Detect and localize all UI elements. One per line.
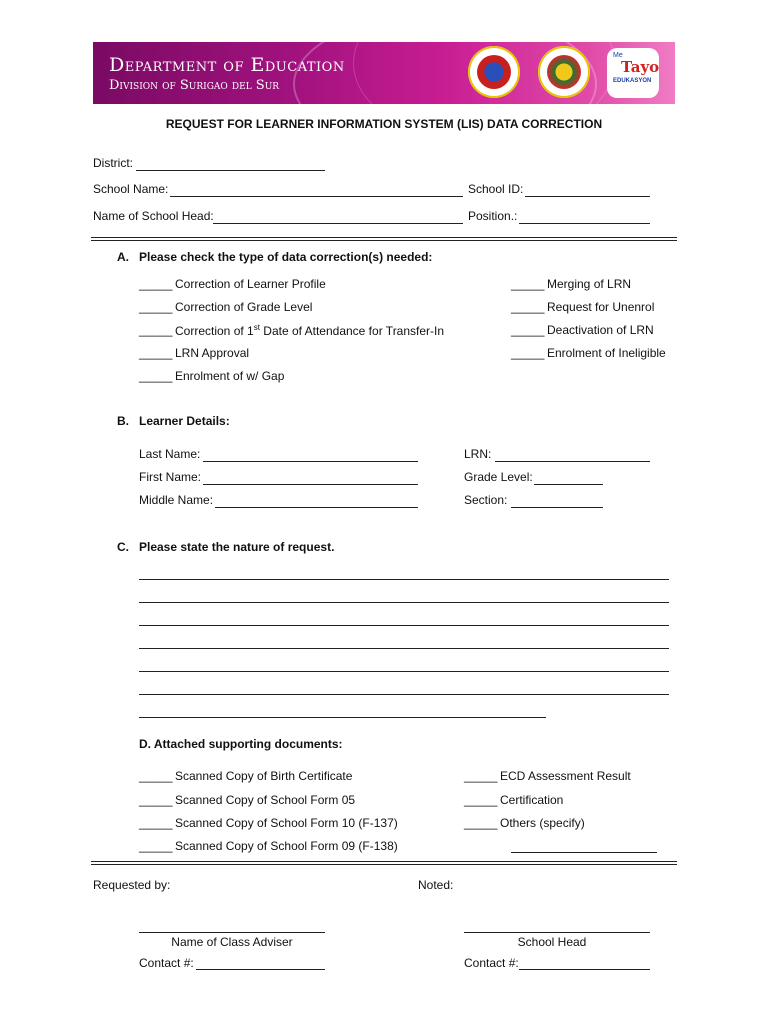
checkbox-blank[interactable]: _____ — [139, 323, 173, 337]
request-line[interactable] — [139, 579, 669, 580]
noted-label: Noted: — [418, 878, 454, 892]
checkbox-blank[interactable]: _____ — [511, 300, 545, 314]
school-head-label: Name of School Head: — [93, 209, 214, 223]
lrn-label: LRN: — [464, 447, 492, 461]
request-line[interactable] — [139, 717, 546, 718]
department-title: Department of Education — [109, 54, 345, 76]
middle-name-label: Middle Name: — [139, 493, 214, 507]
checkbox-blank[interactable]: _____ — [139, 346, 173, 360]
tayo-logo: Me Tayo EDUKASYON — [607, 48, 659, 98]
option-label: Enrolment of Ineligible — [547, 346, 666, 360]
school-name-field[interactable] — [170, 196, 463, 197]
school-id-field[interactable] — [525, 196, 650, 197]
option-label: Request for Unenrol — [547, 300, 655, 314]
option-label: LRN Approval — [175, 346, 250, 360]
checkbox-blank[interactable]: _____ — [139, 816, 173, 830]
form-title: REQUEST FOR LEARNER INFORMATION SYSTEM (LIS) DATA CORRECTION — [165, 117, 603, 131]
last-name-field[interactable] — [203, 461, 418, 462]
contact-label: Contact #: — [464, 956, 519, 970]
option-label: Deactivation of LRN — [547, 323, 654, 337]
section-c-letter: C. — [117, 540, 129, 554]
divider — [91, 237, 677, 241]
checkbox-blank[interactable]: _____ — [139, 277, 173, 291]
request-line[interactable] — [139, 694, 669, 695]
checkbox-blank[interactable]: _____ — [511, 277, 545, 291]
section-field[interactable] — [511, 507, 603, 508]
document-label: ECD Assessment Result — [500, 769, 631, 783]
section-a-letter: A. — [117, 250, 129, 264]
section-c-heading: Please state the nature of request. — [139, 540, 335, 554]
division-seal-icon — [538, 46, 590, 98]
checkbox-blank[interactable]: _____ — [139, 300, 173, 314]
checkbox-blank[interactable]: _____ — [511, 323, 545, 337]
grade-level-field[interactable] — [534, 484, 603, 485]
request-line[interactable] — [139, 648, 669, 649]
first-name-field[interactable] — [203, 484, 418, 485]
lrn-field[interactable] — [495, 461, 650, 462]
requested-by-label: Requested by: — [93, 878, 171, 892]
checkbox-blank[interactable]: _____ — [139, 793, 173, 807]
request-line[interactable] — [139, 625, 669, 626]
checkbox-blank[interactable]: _____ — [139, 369, 173, 383]
adviser-signature-line[interactable] — [139, 932, 325, 933]
school-id-label: School ID: — [468, 182, 524, 196]
checkbox-blank[interactable]: _____ — [139, 769, 173, 783]
contact-field[interactable] — [196, 969, 325, 970]
option-label: Correction of Grade Level — [175, 300, 313, 314]
section-b-letter: B. — [117, 414, 129, 428]
school-name-label: School Name: — [93, 182, 169, 196]
document-label: Scanned Copy of School Form 10 (F-137) — [175, 816, 398, 830]
document-label: Others (specify) — [500, 816, 585, 830]
position-field[interactable] — [519, 223, 650, 224]
district-label: District: — [93, 156, 133, 170]
checkbox-blank[interactable]: _____ — [511, 346, 545, 360]
first-name-label: First Name: — [139, 470, 202, 484]
checkbox-blank[interactable]: _____ — [139, 839, 173, 853]
school-head-sign-label: School Head — [517, 935, 587, 949]
option-label: Correction of Learner Profile — [175, 277, 326, 291]
option-label: Merging of LRN — [547, 277, 632, 291]
header-banner — [93, 42, 675, 104]
request-line[interactable] — [139, 602, 669, 603]
option-label: Enrolment of w/ Gap — [175, 369, 285, 383]
others-specify-field[interactable] — [511, 852, 657, 853]
option-label: Correction of 1st Date of Attendance for Transfer-In — [175, 323, 445, 338]
deped-seal-icon — [468, 46, 520, 98]
section-label: Section: — [464, 493, 508, 507]
section-d-heading: D. Attached supporting documents: — [139, 737, 343, 751]
document-label: Scanned Copy of School Form 09 (F-138) — [175, 839, 398, 853]
checkbox-blank[interactable]: _____ — [464, 769, 498, 783]
document-label: Scanned Copy of Birth Certificate — [175, 769, 353, 783]
school-head-signature-line[interactable] — [464, 932, 650, 933]
checkbox-blank[interactable]: _____ — [464, 793, 498, 807]
school-head-field[interactable] — [213, 223, 463, 224]
position-label: Position.: — [468, 209, 518, 223]
contact-label: Contact #: — [139, 956, 194, 970]
contact-field[interactable] — [519, 969, 650, 970]
section-b-heading: Learner Details: — [139, 414, 230, 428]
middle-name-field[interactable] — [215, 507, 418, 508]
adviser-label: Name of Class Adviser — [171, 935, 293, 949]
last-name-label: Last Name: — [139, 447, 201, 461]
section-a-heading: Please check the type of data correction(s) needed: — [139, 250, 433, 264]
district-field[interactable] — [136, 170, 325, 171]
document-label: Certification — [500, 793, 564, 807]
division-title: Division of Surigao del Sur — [109, 78, 280, 93]
checkbox-blank[interactable]: _____ — [464, 816, 498, 830]
grade-level-label: Grade Level: — [464, 470, 533, 484]
request-line[interactable] — [139, 671, 669, 672]
document-label: Scanned Copy of School Form 05 — [175, 793, 356, 807]
divider — [91, 861, 677, 865]
